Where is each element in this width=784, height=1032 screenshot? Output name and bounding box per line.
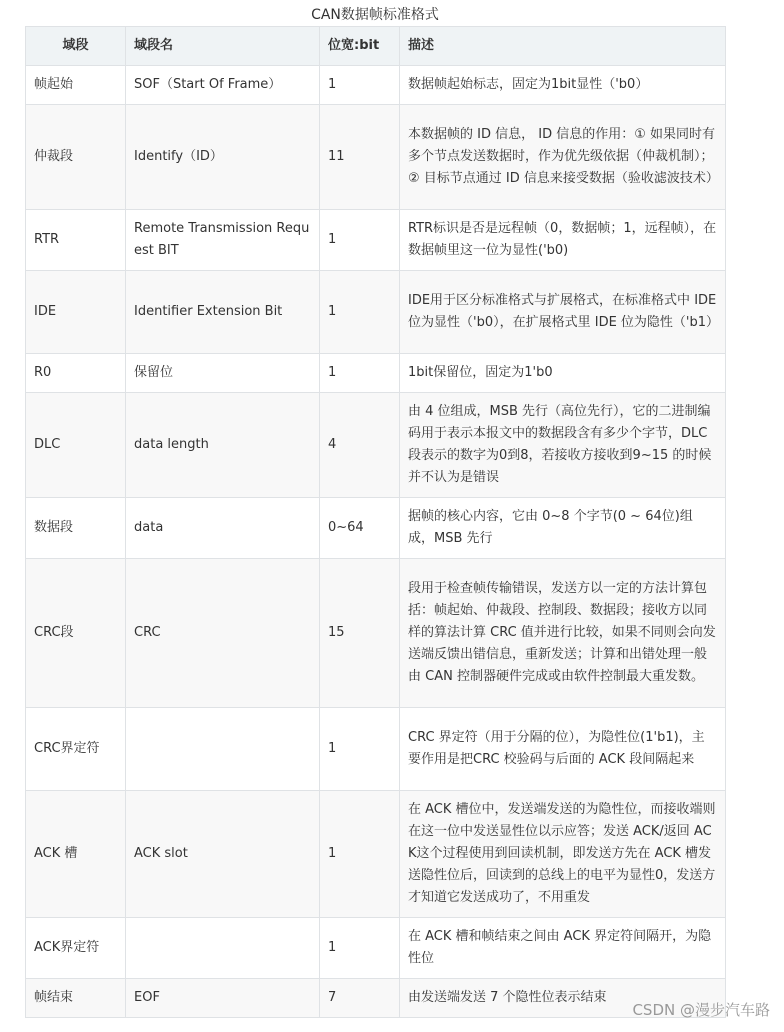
- table-row: [26, 791, 726, 918]
- cell-width: 4: [320, 393, 400, 498]
- cell-width: 1: [320, 791, 400, 918]
- cell-desc: 1bit保留位，固定为1'b0: [400, 354, 726, 393]
- table-row: [26, 354, 726, 393]
- can-frame-table: [25, 26, 726, 1018]
- cell-width: 15: [320, 559, 400, 708]
- cell-name: Remote Transmission Request BIT: [126, 210, 320, 271]
- table-row: [26, 66, 726, 105]
- table-row: [26, 918, 726, 979]
- cell-name: 保留位: [126, 354, 320, 393]
- cell-field: 帧结束: [26, 979, 126, 1018]
- cell-field: DLC: [26, 393, 126, 498]
- csdn-watermark: CSDN @漫步汽车路: [632, 1001, 770, 1019]
- cell-width: 1: [320, 918, 400, 979]
- header-description: 描述: [400, 27, 726, 66]
- header-bit-width: 位宽:bit: [320, 27, 400, 66]
- cell-name: SOF（Start Of Frame）: [126, 66, 320, 105]
- cell-field: IDE: [26, 271, 126, 354]
- cell-width: 0~64: [320, 498, 400, 559]
- table-row: [26, 393, 726, 498]
- cell-name: data: [126, 498, 320, 559]
- cell-desc: CRC 界定符（用于分隔的位），为隐性位(1'b1)，主要作用是把CRC 校验码与后面的 ACK 段间隔起来: [400, 708, 726, 791]
- cell-desc: 段用于检查帧传输错误，发送方以一定的方法计算包括：帧起始、仲裁段、控制段、数据段；接收方以同样的算法计算 CRC 值并进行比较，如果不同则会向发送端反馈出错信息，重新发送；计算和出错处理一般由 CAN 控制器硬件完成或由软件控制最大重发数。: [400, 559, 726, 708]
- table-row: [26, 559, 726, 708]
- cell-name: ACK slot: [126, 791, 320, 918]
- cell-field: ACK界定符: [26, 918, 126, 979]
- cell-width: 7: [320, 979, 400, 1018]
- cell-desc: 在 ACK 槽和帧结束之间由 ACK 界定符间隔开，为隐性位: [400, 918, 726, 979]
- cell-field: CRC界定符: [26, 708, 126, 791]
- table-header-row: [26, 27, 726, 66]
- cell-name: [126, 708, 320, 791]
- cell-desc: 本数据帧的 ID 信息， ID 信息的作用：① 如果同时有多个节点发送数据时，作为优先级依据（仲裁机制）；② 目标节点通过 ID 信息来接受数据（验收滤波技术）: [400, 105, 726, 210]
- cell-width: 1: [320, 708, 400, 791]
- cell-desc: IDE用于区分标准格式与扩展格式，在标准格式中 IDE 位为显性（'b0），在扩展格式里 IDE 位为隐性（'b1）: [400, 271, 726, 354]
- cell-name: Identifier Extension Bit: [126, 271, 320, 354]
- cell-field: CRC段: [26, 559, 126, 708]
- cell-field: 数据段: [26, 498, 126, 559]
- table-row: [26, 210, 726, 271]
- table-row: [26, 498, 726, 559]
- cell-width: 11: [320, 105, 400, 210]
- cell-name: EOF: [126, 979, 320, 1018]
- cell-field: R0: [26, 354, 126, 393]
- table-row: [26, 979, 726, 1018]
- cell-field: 帧起始: [26, 66, 126, 105]
- cell-desc: 由发送端发送 7 个隐性位表示结束: [400, 979, 726, 1018]
- cell-name: Identify（ID）: [126, 105, 320, 210]
- table-row: [26, 271, 726, 354]
- header-field: 域段: [26, 27, 126, 66]
- cell-width: 1: [320, 271, 400, 354]
- cell-name: CRC: [126, 559, 320, 708]
- cell-field: 仲裁段: [26, 105, 126, 210]
- cell-width: 1: [320, 66, 400, 105]
- cell-desc: 数据帧起始标志，固定为1bit显性（'b0）: [400, 66, 726, 105]
- cell-name: [126, 918, 320, 979]
- header-field-name: 域段名: [126, 27, 320, 66]
- cell-desc: 据帧的核心内容，它由 0~8 个字节(0 ~ 64位)组成，MSB 先行: [400, 498, 726, 559]
- cell-desc: 在 ACK 槽位中，发送端发送的为隐性位，而接收端则在这一位中发送显性位以示应答；发送 ACK/返回 ACK这个过程使用到回读机制，即发送方先在 ACK 槽发送隐性位后，回读到的总线上的电平为显性0，发送方才知道它发送成功了，不用重发: [400, 791, 726, 918]
- cell-name: data length: [126, 393, 320, 498]
- cell-field: RTR: [26, 210, 126, 271]
- cell-desc: RTR标识是否是远程帧（0，数据帧；1，远程帧），在数据帧里这一位为显性('b0): [400, 210, 726, 271]
- cell-field: ACK 槽: [26, 791, 126, 918]
- table-row: [26, 708, 726, 791]
- table-row: [26, 105, 726, 210]
- cell-desc: 由 4 位组成，MSB 先行（高位先行），它的二进制编码用于表示本报文中的数据段含有多少个字节，DLC 段表示的数字为0到8，若接收方接收到9~15 的时候并不认为是错误: [400, 393, 726, 498]
- cell-width: 1: [320, 354, 400, 393]
- cell-width: 1: [320, 210, 400, 271]
- table-caption: CAN数据帧标准格式: [311, 7, 439, 23]
